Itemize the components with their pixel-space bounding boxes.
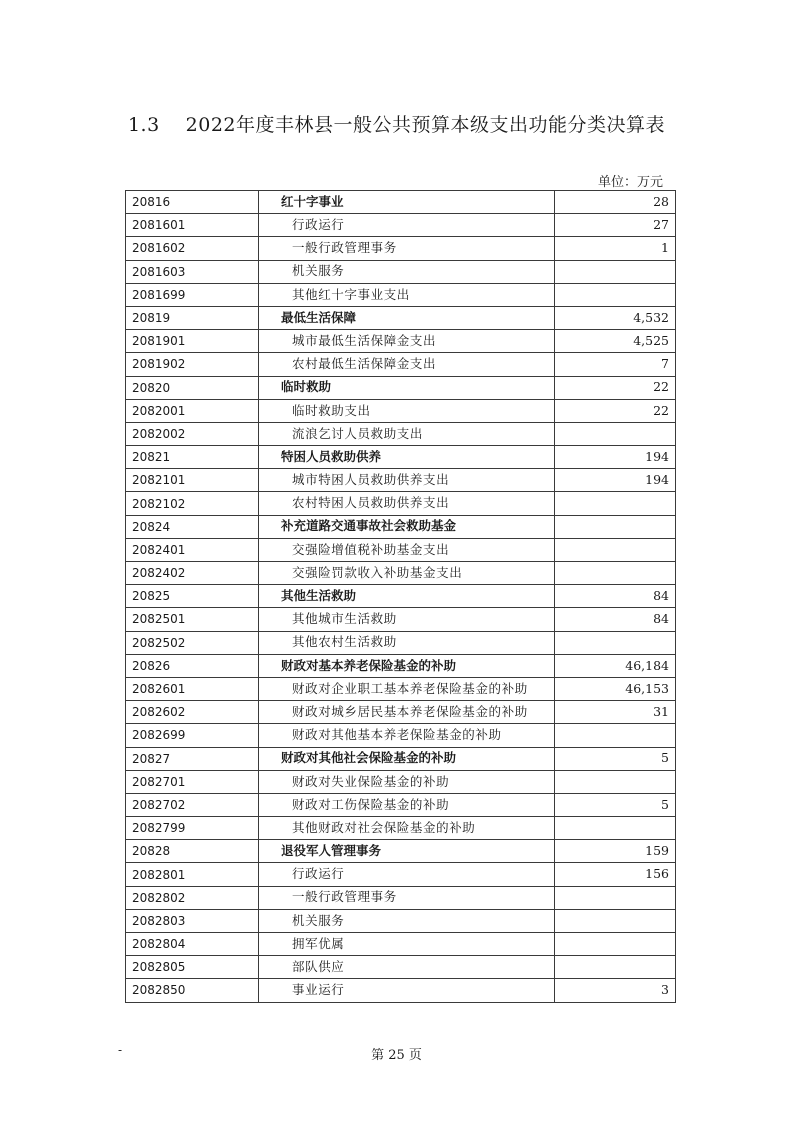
table-row [126,608,676,631]
table-row-category [126,585,676,608]
row-amount [555,492,676,515]
row-name: 其他红十字事业支出 [259,283,555,306]
table-row [126,770,676,793]
row-amount [555,724,676,747]
row-amount [555,422,676,445]
table-row [126,631,676,654]
row-amount [555,909,676,932]
row-amount: 84 [555,585,676,608]
row-amount: 4,525 [555,330,676,353]
row-amount: 27 [555,214,676,237]
row-code: 20820 [126,376,259,399]
budget-table [125,190,676,1003]
row-name: 临时救助支出 [259,399,555,422]
row-code: 2082699 [126,724,259,747]
row-amount: 1 [555,237,676,260]
table-row-category [126,840,676,863]
table-row-category [126,654,676,677]
row-amount [555,886,676,909]
table-row [126,933,676,956]
row-name: 财政对工伤保险基金的补助 [259,793,555,816]
table-row-category [126,446,676,469]
row-name: 其他生活救助 [259,585,555,608]
row-amount [555,538,676,561]
row-amount: 5 [555,793,676,816]
row-code: 2082801 [126,863,259,886]
table-row-category [126,376,676,399]
row-amount: 46,153 [555,677,676,700]
row-code: 20821 [126,446,259,469]
row-name: 一般行政管理事务 [259,237,555,260]
row-name: 补充道路交通事故社会救助基金 [259,515,555,538]
row-name: 财政对城乡居民基本养老保险基金的补助 [259,701,555,724]
row-amount: 194 [555,469,676,492]
row-name: 最低生活保障 [259,306,555,329]
row-name: 交强险增值税补助基金支出 [259,538,555,561]
page-title [0,110,793,137]
row-amount [555,956,676,979]
row-amount [555,515,676,538]
row-amount [555,260,676,283]
row-code: 20825 [126,585,259,608]
row-code: 20827 [126,747,259,770]
table-row [126,909,676,932]
table-row [126,793,676,816]
row-name: 城市最低生活保障金支出 [259,330,555,353]
row-code: 20824 [126,515,259,538]
row-code: 2081699 [126,283,259,306]
row-code: 20819 [126,306,259,329]
row-code: 2082402 [126,562,259,585]
row-amount: 3 [555,979,676,1002]
row-code: 2082002 [126,422,259,445]
row-amount: 5 [555,747,676,770]
row-name: 一般行政管理事务 [259,886,555,909]
table-row [126,260,676,283]
row-code: 2081602 [126,237,259,260]
row-amount [555,631,676,654]
row-name: 农村最低生活保障金支出 [259,353,555,376]
row-code: 2081902 [126,353,259,376]
table-row [126,353,676,376]
row-name: 其他财政对社会保险基金的补助 [259,817,555,840]
row-code: 2082101 [126,469,259,492]
row-amount [555,562,676,585]
row-code: 2082601 [126,677,259,700]
row-code: 20828 [126,840,259,863]
row-amount: 31 [555,701,676,724]
row-amount: 156 [555,863,676,886]
table-row [126,283,676,306]
row-code: 2082501 [126,608,259,631]
row-code: 20826 [126,654,259,677]
row-amount [555,817,676,840]
table-row-category [126,191,676,214]
row-name: 部队供应 [259,956,555,979]
table-row [126,330,676,353]
row-code: 2082102 [126,492,259,515]
row-amount: 194 [555,446,676,469]
table-row [126,399,676,422]
table-row-category [126,306,676,329]
row-amount: 22 [555,376,676,399]
row-name: 财政对其他基本养老保险基金的补助 [259,724,555,747]
row-code: 2082401 [126,538,259,561]
table-row [126,979,676,1002]
table-row [126,863,676,886]
row-name: 拥军优属 [259,933,555,956]
row-name: 财政对基本养老保险基金的补助 [259,654,555,677]
budget-table-body [126,191,676,1003]
row-amount: 28 [555,191,676,214]
table-row [126,956,676,979]
row-name: 红十字事业 [259,191,555,214]
row-code: 2082001 [126,399,259,422]
row-amount: 46,184 [555,654,676,677]
table-row [126,469,676,492]
row-code: 2082602 [126,701,259,724]
row-amount [555,283,676,306]
table-row [126,817,676,840]
table-row [126,562,676,585]
row-name: 机关服务 [259,909,555,932]
row-code: 2082805 [126,956,259,979]
row-amount: 7 [555,353,676,376]
table-row [126,492,676,515]
row-name: 行政运行 [259,863,555,886]
row-code: 2082804 [126,933,259,956]
row-name: 财政对失业保险基金的补助 [259,770,555,793]
row-name: 财政对其他社会保险基金的补助 [259,747,555,770]
row-name: 特困人员救助供养 [259,446,555,469]
row-code: 2082850 [126,979,259,1002]
row-code: 2082701 [126,770,259,793]
row-name: 退役军人管理事务 [259,840,555,863]
row-code: 2081603 [126,260,259,283]
row-code: 2081901 [126,330,259,353]
row-code: 2082502 [126,631,259,654]
row-amount: 84 [555,608,676,631]
row-code: 20816 [126,191,259,214]
row-name: 机关服务 [259,260,555,283]
footer-dash: - [118,1043,123,1057]
row-amount: 4,532 [555,306,676,329]
table-row [126,886,676,909]
row-name: 农村特困人员救助供养支出 [259,492,555,515]
row-name: 临时救助 [259,376,555,399]
row-name: 行政运行 [259,214,555,237]
row-amount [555,770,676,793]
row-name: 城市特困人员救助供养支出 [259,469,555,492]
row-name: 流浪乞讨人员救助支出 [259,422,555,445]
row-amount: 22 [555,399,676,422]
title-text: 2022年度丰林县一般公共预算本级支出功能分类决算表 [185,114,666,136]
row-code: 2082702 [126,793,259,816]
table-row [126,677,676,700]
section-number: 1.3 [127,114,160,136]
row-name: 事业运行 [259,979,555,1002]
table-row [126,724,676,747]
row-name: 其他农村生活救助 [259,631,555,654]
table-row [126,422,676,445]
unit-label: 单位：万元 [598,175,664,190]
table-row [126,237,676,260]
row-name: 财政对企业职工基本养老保险基金的补助 [259,677,555,700]
row-code: 2082799 [126,817,259,840]
row-amount [555,933,676,956]
row-code: 2082802 [126,886,259,909]
table-row [126,214,676,237]
row-amount: 159 [555,840,676,863]
row-code: 2081601 [126,214,259,237]
table-row-category [126,515,676,538]
table-row [126,701,676,724]
page-number: 第 25 页 [371,1048,422,1063]
row-name: 其他城市生活救助 [259,608,555,631]
row-name: 交强险罚款收入补助基金支出 [259,562,555,585]
table-row [126,538,676,561]
row-code: 2082803 [126,909,259,932]
table-row-category [126,747,676,770]
